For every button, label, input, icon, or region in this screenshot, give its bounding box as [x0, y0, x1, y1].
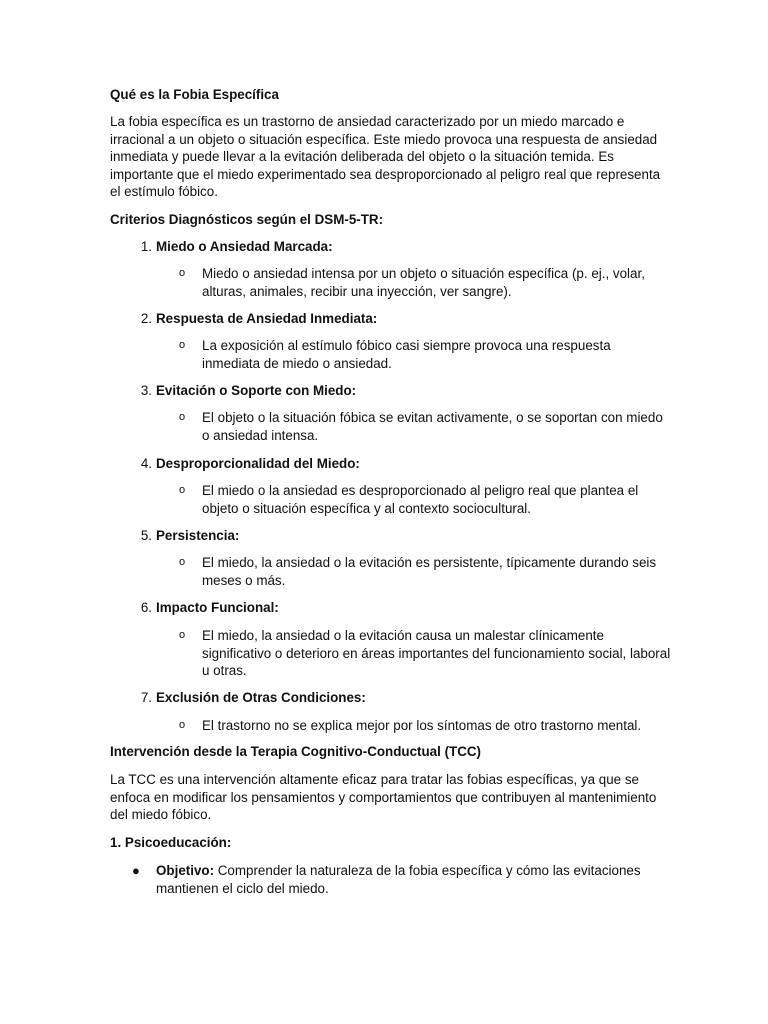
page-title: Qué es la Fobia Específica	[110, 87, 279, 102]
criterion-number: 5.	[140, 528, 152, 543]
circle-bullet-icon: o	[179, 719, 186, 731]
criterion-number: 3.	[140, 383, 152, 398]
criterion-label: Exclusión de Otras Condiciones:	[156, 690, 366, 705]
circle-bullet-icon: o	[179, 484, 186, 496]
criterion-label: Persistencia:	[156, 528, 240, 543]
psychoeducation-heading: 1. Psicoeducación:	[110, 835, 232, 850]
circle-bullet-icon: o	[179, 411, 186, 423]
intervention-heading: Intervención desde la Terapia Cognitivo-Conductual (TCC)	[110, 744, 482, 759]
criterion-number: 7.	[140, 690, 152, 705]
criterion-label: Impacto Funcional:	[156, 600, 279, 615]
circle-bullet-icon: o	[179, 556, 186, 568]
criterion-label: Evitación o Soporte con Miedo:	[156, 383, 357, 398]
criterion-label: Miedo o Ansiedad Marcada:	[156, 239, 333, 254]
criterion-number: 4.	[140, 456, 152, 471]
criterion-number: 1.	[140, 239, 152, 254]
criterion-number: 6.	[140, 600, 152, 615]
criterion-detail-text: El miedo, la ansiedad o la evitación causa un malestar clínicamente significativo o deterioro en áreas importantes del funcionamiento social, laboral u otras.	[202, 628, 671, 678]
criterion-label: Respuesta de Ansiedad Inmediata:	[156, 311, 378, 326]
objective-label: Objetivo:	[156, 863, 215, 878]
criterion-detail-text: El trastorno no se explica mejor por los síntomas de otro trastorno mental.	[202, 718, 642, 733]
criterion-number: 2.	[140, 311, 152, 326]
criterion-detail-text: La exposición al estímulo fóbico casi siempre provoca una respuesta inmediata de miedo o ansiedad.	[202, 338, 611, 371]
intro-paragraph: La fobia específica es un trastorno de ansiedad caracterizado por un miedo marcado e irracional a un objeto o situación específica. Este miedo provoca una respuesta de ansiedad inmediata y puede llevar a la evitación deliberada del objeto o la situación temida. Es importante que el miedo experimentado sea desproporcionado al peligro real que representa el estímulo fóbico.	[110, 114, 661, 199]
circle-bullet-icon: o	[179, 339, 186, 351]
criterion-detail-text: El objeto o la situación fóbica se evitan activamente, o se soportan con miedo o ansiedad intensa.	[202, 410, 663, 443]
criterion-detail-text: Miedo o ansiedad intensa por un objeto o situación específica (p. ej., volar, alturas, animales, recibir una inyección, ver sangre).	[202, 266, 645, 299]
objective-text	[156, 862, 666, 897]
intervention-paragraph: La TCC es una intervención altamente eficaz para tratar las fobias específicas, ya que se enfoca en modificar los pensamientos y comportamientos que contribuyen al mantenimiento del miedo fóbico.	[110, 772, 657, 822]
criterion-detail-text: El miedo, la ansiedad o la evitación es persistente, típicamente durando seis meses o más.	[202, 555, 657, 588]
criteria-heading: Criterios Diagnósticos según el DSM-5-TR:	[110, 212, 384, 227]
circle-bullet-icon: o	[179, 629, 186, 641]
filled-bullet-icon: ●	[132, 863, 140, 878]
objective-description: Comprender la naturaleza de la fobia específica y cómo las evitaciones mantienen el ciclo del miedo.	[156, 863, 641, 896]
circle-bullet-icon: o	[179, 267, 186, 279]
criterion-label: Desproporcionalidad del Miedo:	[156, 456, 360, 471]
criterion-detail-text: El miedo o la ansiedad es desproporcionado al peligro real que plantea el objeto o situación específica y al contexto sociocultural.	[202, 483, 639, 516]
